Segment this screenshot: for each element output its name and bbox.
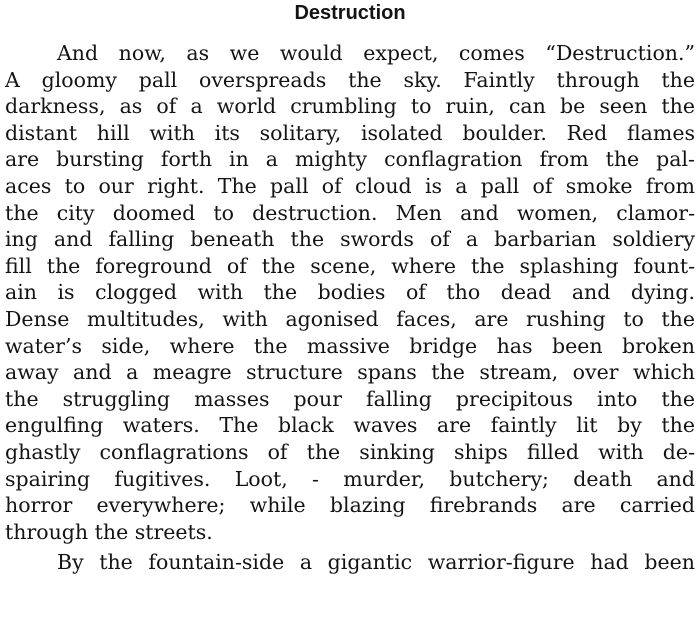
text-line: the city doomed to destruction. Men and women, clamor- <box>5 200 695 225</box>
paragraph-1 <box>5 40 695 545</box>
text-line: aces to our right. The pall of cloud is a pall of smoke from <box>5 173 695 198</box>
page-title: Destruction <box>294 2 406 24</box>
body-text <box>5 40 695 576</box>
text-line: engulfing waters. The black waves are faintly lit by the <box>5 413 695 438</box>
text-line: ing and falling beneath the swords of a barbarian soldiery <box>5 227 695 252</box>
text-line: horror everywhere; while blazing firebrands are carried <box>5 493 695 518</box>
text-line: the struggling masses pour falling precipitous into the <box>5 386 695 411</box>
text-line: are bursting forth in a mighty conflagration from the pal- <box>5 147 695 172</box>
text-line: And now, as we would expect, comes “Destruction.” <box>57 41 695 65</box>
text-line: Dense multitudes, with agonised faces, are rushing to the <box>5 306 695 331</box>
text-line: fill the foreground of the scene, where the splashing fount- <box>5 253 695 278</box>
text-line: spairing fugitives. Loot, - murder, butchery; death and <box>5 466 695 491</box>
text-line: A gloomy pall overspreads the sky. Faintly through the <box>5 67 695 92</box>
text-line: water’s side, where the massive bridge has been broken <box>5 333 695 358</box>
text-line: away and a meagre structure spans the stream, over which <box>5 360 695 385</box>
text-line: distant hill with its solitary, isolated boulder. Red flames <box>5 120 695 145</box>
text-line: ghastly conflagrations of the sinking ships filled with de- <box>5 439 695 464</box>
text-line: through the streets. <box>5 519 213 544</box>
paragraph-2 <box>5 549 695 576</box>
text-line: darkness, as of a world crumbling to ruin, can be seen the <box>5 94 695 119</box>
text-line: ain is clogged with the bodies of tho dead and dying. <box>5 280 695 305</box>
text-line: By the fountain-side a gigantic warrior-figure had been <box>57 550 695 575</box>
